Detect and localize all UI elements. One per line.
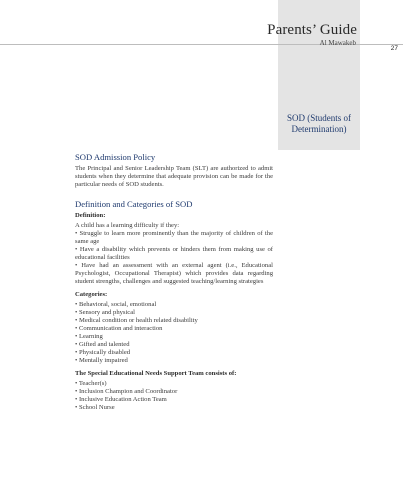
list-item: • Physically disabled <box>75 349 131 356</box>
support-team-label: The Special Educational Needs Support Team consists of: <box>75 370 237 377</box>
list-item: • Behavioral, social, emotional <box>75 301 157 308</box>
definition-list <box>75 230 273 286</box>
list-item: • Have a disability which prevents or hinders them from making use of educational facilities <box>75 246 273 261</box>
list-item: • Teacher(s) <box>75 380 107 387</box>
admission-text: The Principal and Senior Leadership Team (SLT) are authorized to admit students when they determine that adequate provision can be made for the particular needs of SOD students. <box>75 165 273 188</box>
page-content <box>75 152 273 412</box>
list-item: • Communication and interaction <box>75 325 163 332</box>
document-title: Parents’ Guide <box>267 22 357 38</box>
section-tag-line-2: Determination) <box>291 124 347 134</box>
list-item: • Mentally impaired <box>75 357 128 364</box>
admission-heading: SOD Admission Policy <box>75 152 156 162</box>
list-item: • School Nurse <box>75 404 115 411</box>
page-number: 27 <box>390 45 398 52</box>
support-team-list <box>75 380 273 412</box>
definition-label: Definition: <box>75 212 106 219</box>
section-tag-line-1: SOD (Students of <box>286 113 351 123</box>
list-item: • Learning <box>75 333 103 340</box>
list-item: • Sensory and physical <box>75 309 135 316</box>
list-item: • Have had an assessment with an external agent (i.e., Educational Psychologist, Occupational Therapist) which provides data regarding student strengths, challenges and suggested teaching/learning strategies <box>75 262 273 285</box>
school-name: Al Mawakeb <box>319 39 356 47</box>
list-item: • Gifted and talented <box>75 341 130 348</box>
section-tag <box>278 113 360 135</box>
list-item: • Medical condition or health related disability <box>75 317 198 324</box>
list-item: • Inclusive Education Action Team <box>75 396 167 403</box>
categories-label: Categories: <box>75 291 108 298</box>
list-item: • Struggle to learn more prominently than the majority of children of the same age <box>75 230 273 245</box>
definition-intro: A child has a learning difficulty if they: <box>75 222 180 229</box>
list-item: • Inclusion Champion and Coordinator <box>75 388 178 395</box>
categories-list <box>75 301 273 365</box>
definition-heading: Definition and Categories of SOD <box>75 199 193 209</box>
